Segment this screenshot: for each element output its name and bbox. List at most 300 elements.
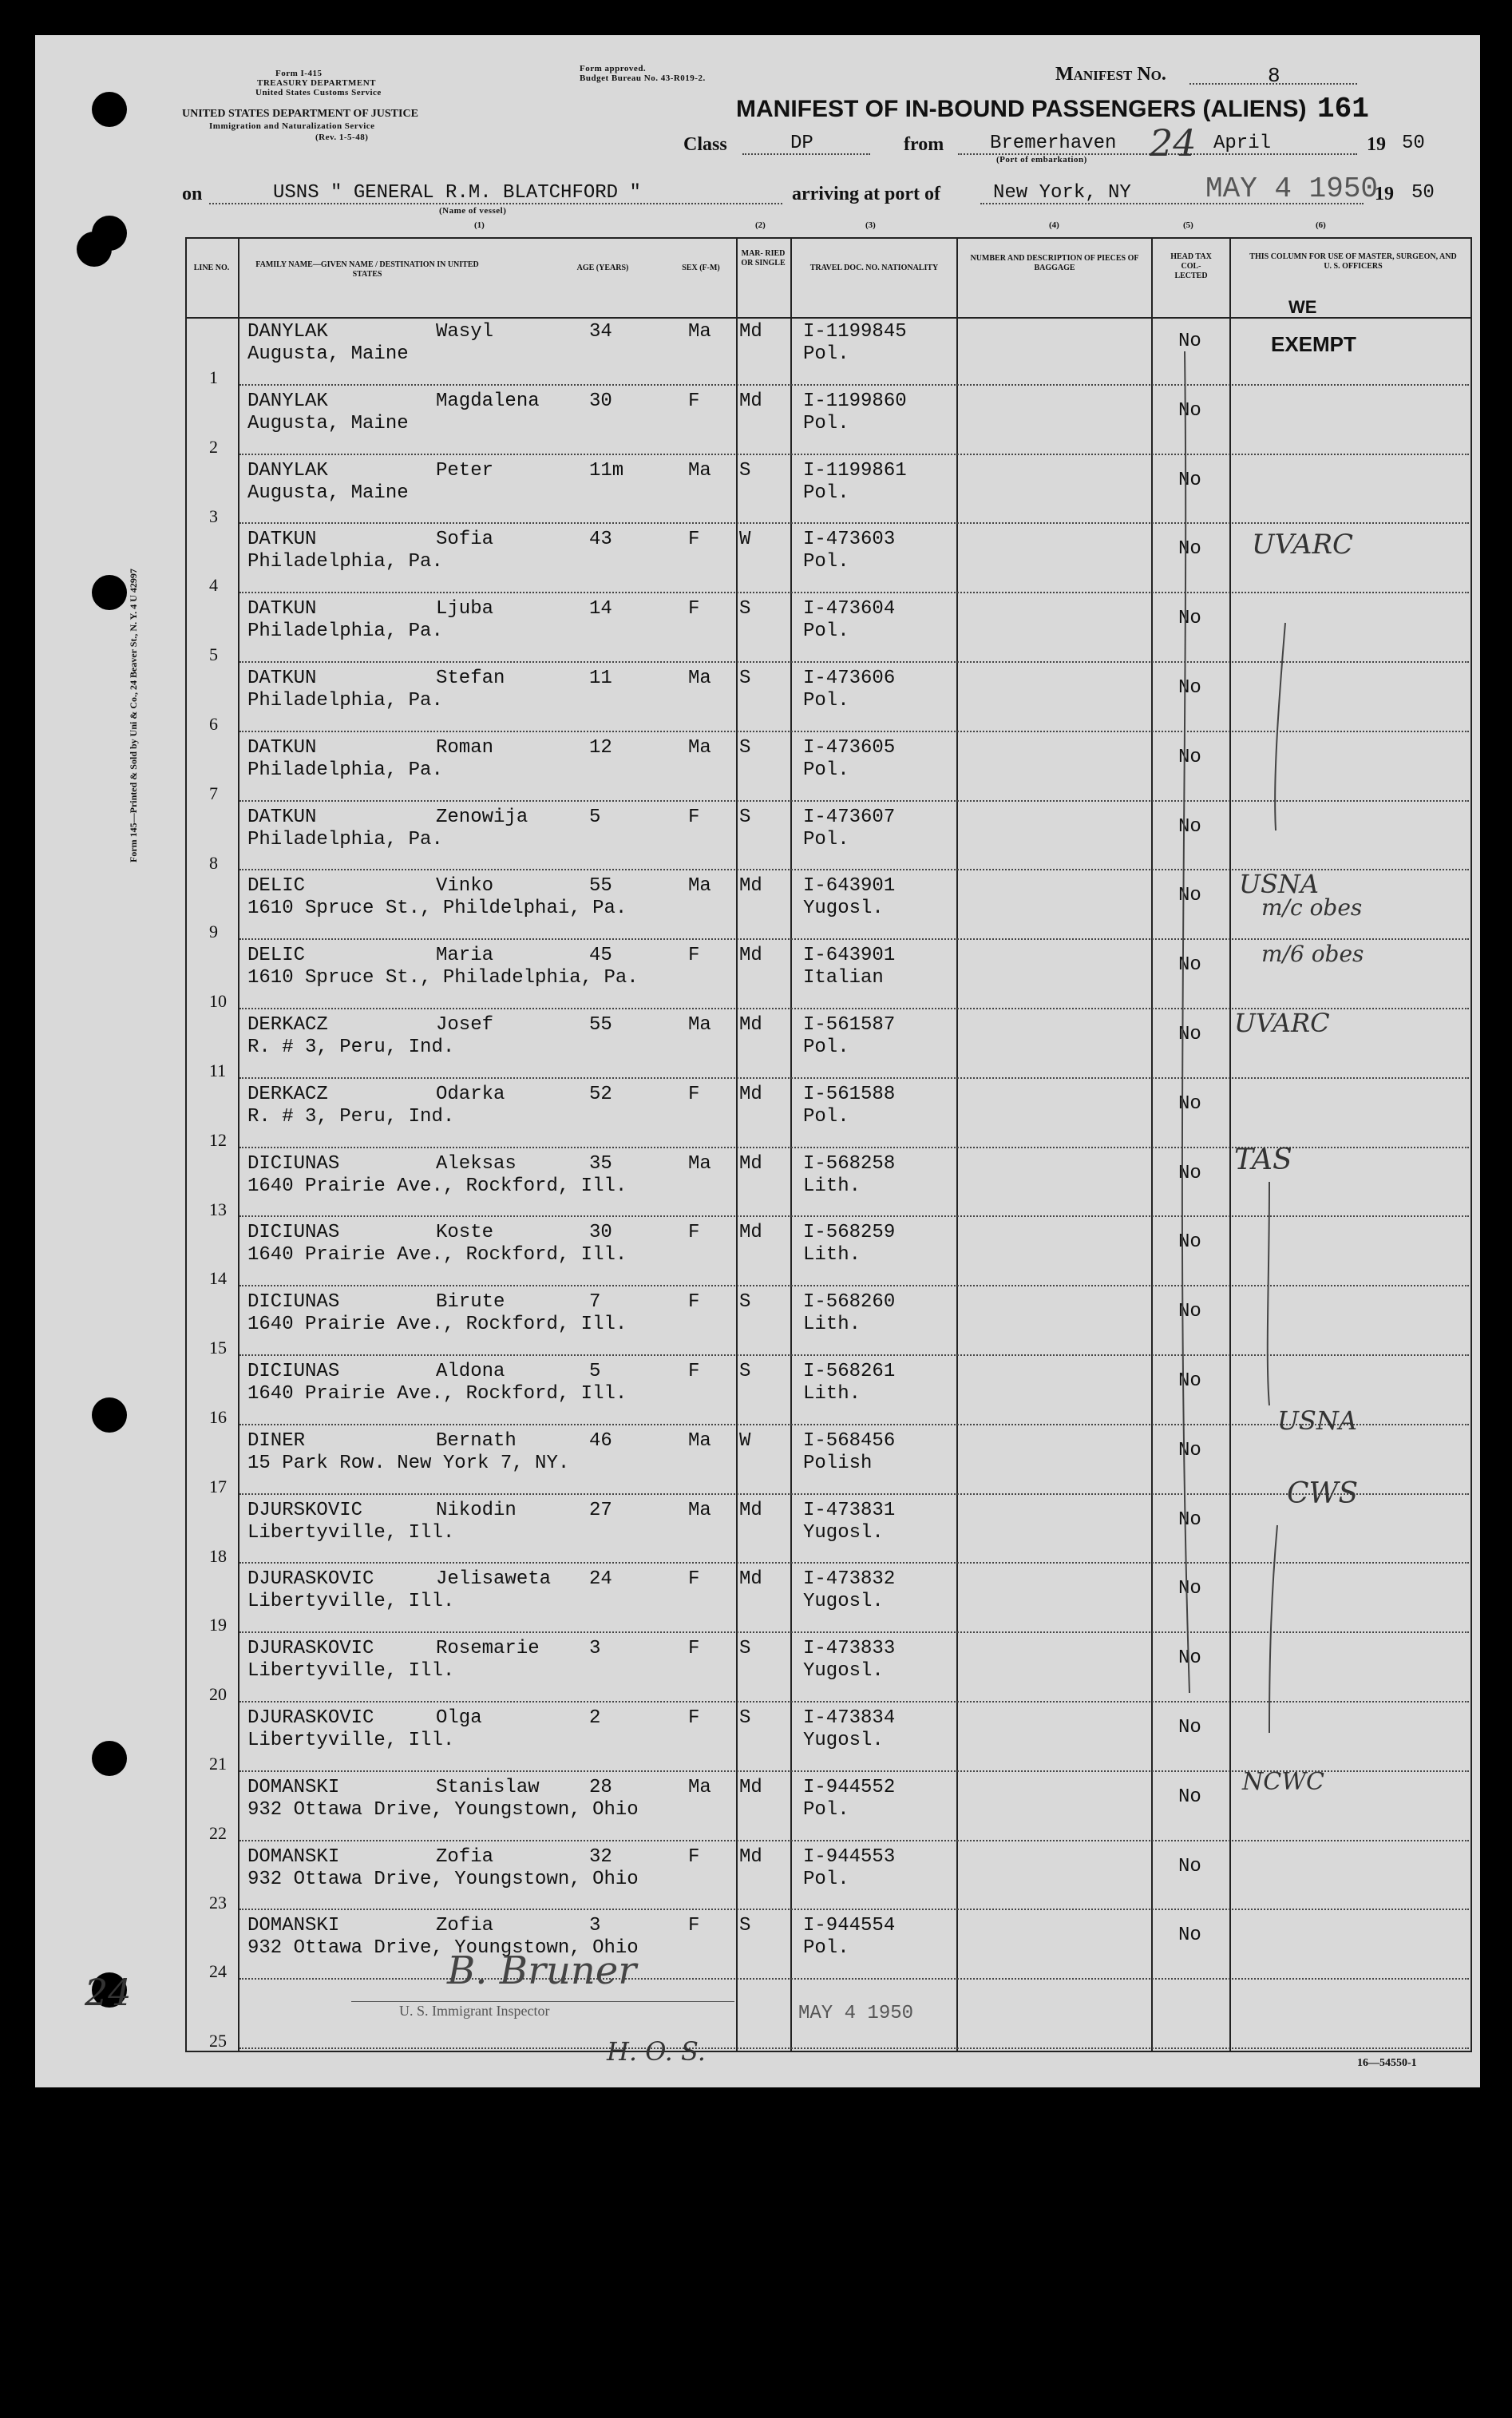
departure-year-prefix: 19 — [1367, 134, 1386, 155]
header-married: MAR- RIED OR SINGLE — [741, 249, 786, 268]
age: 11m — [589, 459, 624, 482]
head-tax: No — [1178, 677, 1201, 699]
marital-status: Md — [739, 390, 762, 412]
travel-doc-no: I-473604 — [803, 598, 896, 620]
travel-doc-no: I-568261 — [803, 1361, 896, 1382]
age: 30 — [589, 390, 612, 412]
head-tax: No — [1178, 1024, 1201, 1045]
age: 55 — [589, 1014, 612, 1036]
travel-doc-no: I-568259 — [803, 1222, 896, 1244]
nationality: Lith. — [803, 1244, 861, 1266]
vessel-name: USNS " GENERAL R.M. BLATCHFORD " — [273, 182, 641, 204]
given-name: Zofia — [436, 1845, 494, 1868]
marital-status: Md — [739, 321, 762, 343]
nationality: Pol. — [803, 551, 849, 573]
age: 12 — [589, 736, 612, 759]
port-caption: (Port of embarkation) — [996, 155, 1087, 165]
line-number: 19 — [209, 1615, 227, 1635]
destination: 1640 Prairie Ave., Rockford, Ill. — [247, 1383, 627, 1405]
destination: 15 Park Row. New York 7, NY. — [247, 1452, 570, 1474]
travel-doc-no: I-1199861 — [803, 459, 907, 482]
destination: Philadelphia, Pa. — [247, 620, 443, 643]
line-number: 11 — [209, 1060, 227, 1080]
nationality: Italian — [803, 967, 884, 989]
nationality: Yugosl. — [803, 1660, 884, 1683]
age: 28 — [589, 1776, 612, 1798]
travel-doc-no: I-568456 — [803, 1429, 896, 1452]
head-tax: No — [1178, 608, 1201, 630]
destination: Libertyville, Ill. — [247, 1591, 455, 1613]
doj-title: UNITED STATES DEPARTMENT OF JUSTICE — [182, 108, 418, 120]
header-travel-doc: TRAVEL DOC. NO. NATIONALITY — [809, 264, 939, 272]
age: 27 — [589, 1499, 612, 1521]
destination: 1610 Spruce St., Philadelphia, Pa. — [247, 967, 639, 989]
family-name: DANYLAK — [247, 321, 328, 343]
page-number: 161 — [1317, 93, 1369, 125]
embarkation-port: Bremerhaven — [990, 133, 1117, 154]
marital-status: S — [739, 598, 751, 620]
marital-status: S — [739, 668, 751, 689]
manifest-no: 8 — [1268, 64, 1280, 88]
nationality: Pol. — [803, 690, 849, 712]
family-name: DOMANSKI — [247, 1915, 340, 1937]
marital-status: S — [739, 1915, 751, 1937]
line-number: 10 — [209, 991, 227, 1012]
family-name: DJURSKOVIC — [247, 1499, 363, 1521]
nationality: Pol. — [803, 620, 849, 643]
family-name: DELIC — [247, 875, 306, 898]
sex: F — [688, 806, 700, 828]
header-officers: THIS COLUMN FOR USE OF MASTER, SURGEON, AND U. S. OFFICERS — [1249, 252, 1457, 271]
destination: Augusta, Maine — [247, 482, 409, 504]
nationality: Lith. — [803, 1314, 861, 1336]
sex: F — [688, 1568, 700, 1591]
sex: Ma — [688, 1152, 711, 1175]
marital-status: Md — [739, 1222, 762, 1244]
destination: 1640 Prairie Ave., Rockford, Ill. — [247, 1314, 627, 1336]
family-name: DATKUN — [247, 806, 317, 828]
class-label: Class — [683, 134, 727, 155]
travel-doc-no: I-944552 — [803, 1776, 896, 1798]
nationality: Pol. — [803, 1937, 849, 1960]
age: 35 — [589, 1152, 612, 1175]
family-name: DERKACZ — [247, 1083, 328, 1105]
sex: F — [688, 945, 700, 967]
marital-status: Md — [739, 1152, 762, 1175]
vessel-caption: (Name of vessel) — [439, 206, 507, 216]
head-tax: No — [1178, 1439, 1201, 1461]
marital-status: Md — [739, 1499, 762, 1521]
head-tax: No — [1178, 1508, 1201, 1531]
age: 3 — [589, 1915, 601, 1937]
destination: 932 Ottawa Drive, Youngstown, Ohio — [247, 1937, 639, 1960]
sex: Ma — [688, 668, 711, 689]
nationality: Pol. — [803, 759, 849, 781]
destination: R. # 3, Peru, Ind. — [247, 1037, 455, 1058]
sex: Ma — [688, 321, 711, 343]
travel-doc-no: I-1199845 — [803, 321, 907, 343]
from-label: from — [904, 134, 944, 155]
inspector-signature: B. Bruner — [447, 1948, 637, 1993]
marital-status: Md — [739, 1845, 762, 1868]
head-tax: No — [1178, 954, 1201, 977]
marital-status: Md — [739, 1083, 762, 1105]
age: 5 — [589, 1361, 601, 1382]
line-number: 22 — [209, 1822, 227, 1843]
sex: F — [688, 1915, 700, 1937]
sex: Ma — [688, 1014, 711, 1036]
sex: F — [688, 598, 700, 620]
head-tax: No — [1178, 1924, 1201, 1947]
head-tax: No — [1178, 1855, 1201, 1877]
family-name: DINER — [247, 1429, 306, 1452]
given-name: Vinko — [436, 875, 494, 898]
age: 32 — [589, 1845, 612, 1868]
line-number: 9 — [209, 922, 218, 942]
head-tax: No — [1178, 538, 1201, 561]
note-uvarc-1: UVARC — [1252, 529, 1354, 561]
colnum-4: (4) — [1049, 220, 1059, 230]
destination: Libertyville, Ill. — [247, 1730, 455, 1751]
head-tax: No — [1178, 1162, 1201, 1184]
travel-doc-no: I-944554 — [803, 1915, 896, 1937]
head-tax: No — [1178, 469, 1201, 491]
age: 43 — [589, 529, 612, 551]
destination: Libertyville, Ill. — [247, 1660, 455, 1683]
given-name: Aldona — [436, 1361, 505, 1382]
form-number: Form I-415 — [275, 69, 323, 78]
family-name: DICIUNAS — [247, 1222, 340, 1244]
travel-doc-no: I-568260 — [803, 1291, 896, 1314]
form-approved: Form approved. — [580, 64, 647, 73]
travel-doc-no: I-568258 — [803, 1152, 896, 1175]
line-number: 20 — [209, 1684, 227, 1705]
family-name: DERKACZ — [247, 1014, 328, 1036]
nationality: Pol. — [803, 482, 849, 504]
given-name: Stefan — [436, 668, 505, 689]
travel-doc-no: I-643901 — [803, 945, 896, 967]
colnum-3: (3) — [865, 220, 876, 230]
destination: Augusta, Maine — [247, 343, 409, 365]
destination: 1610 Spruce St., Phildelphai, Pa. — [247, 898, 627, 920]
printer-imprint: Form 145—Printed & Sold by Uni & Co., 24 Beaver St., N. Y. 4 U 42997 — [128, 569, 139, 862]
header-sex: SEX (F-M) — [682, 264, 720, 272]
age: 3 — [589, 1638, 601, 1660]
line-number: 8 — [209, 852, 218, 873]
given-name: Nikodin — [436, 1499, 517, 1521]
line-number: 24 — [209, 1961, 227, 1982]
age: 14 — [589, 598, 612, 620]
sex: Ma — [688, 1429, 711, 1452]
age: 45 — [589, 945, 612, 967]
ins-title: Immigration and Naturalization Service — [209, 121, 375, 131]
marital-status: S — [739, 459, 751, 482]
header-line-no: LINE NO. — [193, 264, 230, 272]
head-tax: No — [1178, 1092, 1201, 1115]
sex: F — [688, 390, 700, 412]
sex: F — [688, 1222, 700, 1244]
header-name: FAMILY NAME—GIVEN NAME / DESTINATION IN UNITED STATES — [255, 260, 479, 279]
marital-status: Md — [739, 875, 762, 898]
sex: Ma — [688, 875, 711, 898]
budget-bureau: Budget Bureau No. 43-R019-2. — [580, 73, 706, 83]
family-name: DATKUN — [247, 598, 317, 620]
sex: Ma — [688, 459, 711, 482]
family-name: DOMANSKI — [247, 1776, 340, 1798]
line-number: 16 — [209, 1407, 227, 1427]
on-label: on — [182, 184, 203, 204]
line-number: 14 — [209, 1268, 227, 1289]
note-usna-1-detail: m/c obes — [1261, 894, 1363, 921]
given-name: Bernath — [436, 1429, 517, 1452]
head-tax: No — [1178, 1578, 1201, 1600]
sex: F — [688, 1707, 700, 1729]
marital-status: S — [739, 1707, 751, 1729]
destination: 932 Ottawa Drive, Youngstown, Ohio — [247, 1868, 639, 1890]
line-number: 3 — [209, 505, 218, 526]
nationality: Pol. — [803, 1105, 849, 1128]
sex: F — [688, 1845, 700, 1868]
destination: Philadelphia, Pa. — [247, 690, 443, 712]
arrival-date-stamp: MAY 4 1950 — [1205, 172, 1379, 205]
marital-status: S — [739, 736, 751, 759]
head-tax: No — [1178, 331, 1201, 352]
line-number: 25 — [209, 2031, 227, 2051]
arrival-year-prefix: 19 — [1375, 184, 1394, 204]
family-name: DATKUN — [247, 736, 317, 759]
nationality: Pol. — [803, 343, 849, 365]
sex: F — [688, 1083, 700, 1105]
travel-doc-no: I-473607 — [803, 806, 896, 828]
given-name: Ljuba — [436, 598, 494, 620]
travel-doc-no: I-473832 — [803, 1568, 896, 1591]
given-name: Rosemarie — [436, 1638, 540, 1660]
nationality: Yugosl. — [803, 1591, 884, 1613]
given-name: Sofia — [436, 529, 494, 551]
travel-doc-no: I-1199860 — [803, 390, 907, 412]
age: 2 — [589, 1707, 601, 1729]
given-name: Maria — [436, 945, 494, 967]
given-name: Odarka — [436, 1083, 505, 1105]
family-name: DJURASKOVIC — [247, 1707, 374, 1729]
given-name: Zenowija — [436, 806, 528, 828]
line-number: 12 — [209, 1129, 227, 1150]
treasury-dept: TREASURY DEPARTMENT — [257, 78, 376, 88]
travel-doc-no: I-473834 — [803, 1707, 896, 1729]
family-name: DATKUN — [247, 668, 317, 689]
family-name: DATKUN — [247, 529, 317, 551]
customs-service: United States Customs Service — [255, 88, 382, 97]
sex: Ma — [688, 1499, 711, 1521]
destination: Philadelphia, Pa. — [247, 828, 443, 850]
nationality: Lith. — [803, 1383, 861, 1405]
nationality: Lith. — [803, 1175, 861, 1197]
colnum-6: (6) — [1316, 220, 1326, 230]
family-name: DJURASKOVIC — [247, 1568, 374, 1591]
nationality: Yugosl. — [803, 1521, 884, 1544]
travel-doc-no: I-473603 — [803, 529, 896, 551]
nationality: Pol. — [803, 1037, 849, 1058]
note-row10: m/6 obes — [1261, 941, 1364, 967]
line-number: 4 — [209, 575, 218, 596]
marital-status: S — [739, 806, 751, 828]
line-number: 2 — [209, 436, 218, 457]
family-name: DOMANSKI — [247, 1845, 340, 1868]
manifest-title: MANIFEST OF IN-BOUND PASSENGERS (ALIENS) — [736, 96, 1307, 122]
line-number: 13 — [209, 1199, 227, 1219]
marital-status: Md — [739, 1014, 762, 1036]
departure-year: 50 — [1402, 133, 1425, 154]
line-number: 15 — [209, 1338, 227, 1358]
travel-doc-no: I-561588 — [803, 1083, 896, 1105]
nationality: Pol. — [803, 412, 849, 434]
sex: F — [688, 529, 700, 551]
header-age: AGE (YEARS) — [576, 264, 629, 272]
age: 11 — [589, 668, 612, 689]
age: 46 — [589, 1429, 612, 1452]
stamp-we: WE — [1288, 297, 1317, 317]
footer-code: 16—54550-1 — [1357, 2057, 1417, 2069]
travel-doc-no: I-944553 — [803, 1845, 896, 1868]
note-tas: TAS — [1234, 1144, 1292, 1176]
marital-status: S — [739, 1291, 751, 1314]
destination: Philadelphia, Pa. — [247, 759, 443, 781]
note-usna-1: USNA — [1239, 869, 1319, 899]
head-tax: No — [1178, 1301, 1201, 1323]
destination: 1640 Prairie Ave., Rockford, Ill. — [247, 1244, 627, 1266]
destination: Libertyville, Ill. — [247, 1521, 455, 1544]
given-name: Aleksas — [436, 1152, 517, 1175]
destination: 1640 Prairie Ave., Rockford, Ill. — [247, 1175, 627, 1197]
colnum-5: (5) — [1183, 220, 1193, 230]
line-number: 1 — [209, 367, 218, 387]
marital-status: S — [739, 1361, 751, 1382]
given-name: Magdalena — [436, 390, 540, 412]
sex: F — [688, 1291, 700, 1314]
family-name: DICIUNAS — [247, 1152, 340, 1175]
inspector-initials: H. O. S. — [607, 2036, 706, 2067]
header-baggage: NUMBER AND DESCRIPTION OF PIECES OF BAGGAGE — [970, 254, 1139, 272]
travel-doc-no: I-561587 — [803, 1014, 896, 1036]
head-tax: No — [1178, 815, 1201, 838]
travel-doc-no: I-473606 — [803, 668, 896, 689]
age: 24 — [589, 1568, 612, 1591]
arrival-port: New York, NY — [993, 182, 1131, 204]
sex: Ma — [688, 736, 711, 759]
nationality: Yugosl. — [803, 898, 884, 920]
destination: Augusta, Maine — [247, 412, 409, 434]
head-tax: No — [1178, 1717, 1201, 1738]
sex: F — [688, 1638, 700, 1660]
head-tax: No — [1178, 399, 1201, 422]
line-number: 7 — [209, 783, 218, 803]
note-ncwc: NCWC — [1242, 1768, 1324, 1796]
family-name: DELIC — [247, 945, 306, 967]
colnum-2: (2) — [755, 220, 766, 230]
sex: Ma — [688, 1776, 711, 1798]
line-number: 5 — [209, 644, 218, 665]
head-tax: No — [1178, 1786, 1201, 1808]
age: 52 — [589, 1083, 612, 1105]
nationality: Polish — [803, 1452, 873, 1474]
given-name: Peter — [436, 459, 494, 482]
sex: F — [688, 1361, 700, 1382]
age: 34 — [589, 321, 612, 343]
arriving-label: arriving at port of — [792, 184, 940, 204]
note-uvarc-2: UVARC — [1234, 1008, 1330, 1038]
line-number: 18 — [209, 1545, 227, 1566]
departure-day: 24 — [1150, 121, 1197, 165]
nationality: Pol. — [803, 828, 849, 850]
given-name: Zofia — [436, 1915, 494, 1937]
revision: (Rev. 1-5-48) — [315, 133, 369, 142]
age: 5 — [589, 806, 601, 828]
destination: Philadelphia, Pa. — [247, 551, 443, 573]
line-number: 6 — [209, 714, 218, 734]
marital-status: S — [739, 1638, 751, 1660]
stamp-exempt: EXEMPT — [1271, 332, 1356, 356]
given-name: Stanislaw — [436, 1776, 540, 1798]
margin-mark-24: 24 — [85, 1971, 132, 2014]
destination: R. # 3, Peru, Ind. — [247, 1105, 455, 1128]
destination: 932 Ottawa Drive, Youngstown, Ohio — [247, 1798, 639, 1821]
class-value: DP — [790, 133, 813, 154]
header-head-tax: HEAD TAX COL- LECTED — [1170, 252, 1212, 280]
head-tax: No — [1178, 1647, 1201, 1670]
note-cws: CWS — [1287, 1477, 1359, 1510]
colnum-1: (1) — [474, 220, 485, 230]
given-name: Olga — [436, 1707, 482, 1729]
note-usna-2: USNA — [1277, 1405, 1357, 1436]
line-number: 17 — [209, 1476, 227, 1496]
given-name: Josef — [436, 1014, 494, 1036]
nationality: Pol. — [803, 1798, 849, 1821]
head-tax: No — [1178, 1231, 1201, 1254]
line-number: 21 — [209, 1754, 227, 1774]
given-name: Koste — [436, 1222, 494, 1244]
given-name: Wasyl — [436, 321, 494, 343]
arrival-year: 50 — [1411, 182, 1435, 204]
given-name: Jelisaweta — [436, 1568, 552, 1591]
manifest-no-label: Manifest No. — [1055, 64, 1166, 85]
travel-doc-no: I-643901 — [803, 875, 896, 898]
head-tax: No — [1178, 1370, 1201, 1392]
age: 30 — [589, 1222, 612, 1244]
head-tax: No — [1178, 885, 1201, 907]
family-name: DANYLAK — [247, 390, 328, 412]
line-number: 23 — [209, 1892, 227, 1913]
inspector-date-stamp: MAY 4 1950 — [798, 2003, 914, 2024]
nationality: Pol. — [803, 1868, 849, 1890]
travel-doc-no: I-473833 — [803, 1638, 896, 1660]
age: 7 — [589, 1291, 601, 1314]
travel-doc-no: I-473605 — [803, 736, 896, 759]
family-name: DJURASKOVIC — [247, 1638, 374, 1660]
marital-status: Md — [739, 1776, 762, 1798]
head-tax: No — [1178, 746, 1201, 768]
family-name: DANYLAK — [247, 459, 328, 482]
departure-month: April — [1213, 133, 1272, 154]
family-name: DICIUNAS — [247, 1291, 340, 1314]
marital-status: W — [739, 529, 751, 551]
given-name: Roman — [436, 736, 494, 759]
inspector-caption: U. S. Immigrant Inspector — [399, 2003, 550, 2019]
travel-doc-no: I-473831 — [803, 1499, 896, 1521]
marital-status: Md — [739, 945, 762, 967]
family-name: DICIUNAS — [247, 1361, 340, 1382]
marital-status: W — [739, 1429, 751, 1452]
age: 55 — [589, 875, 612, 898]
